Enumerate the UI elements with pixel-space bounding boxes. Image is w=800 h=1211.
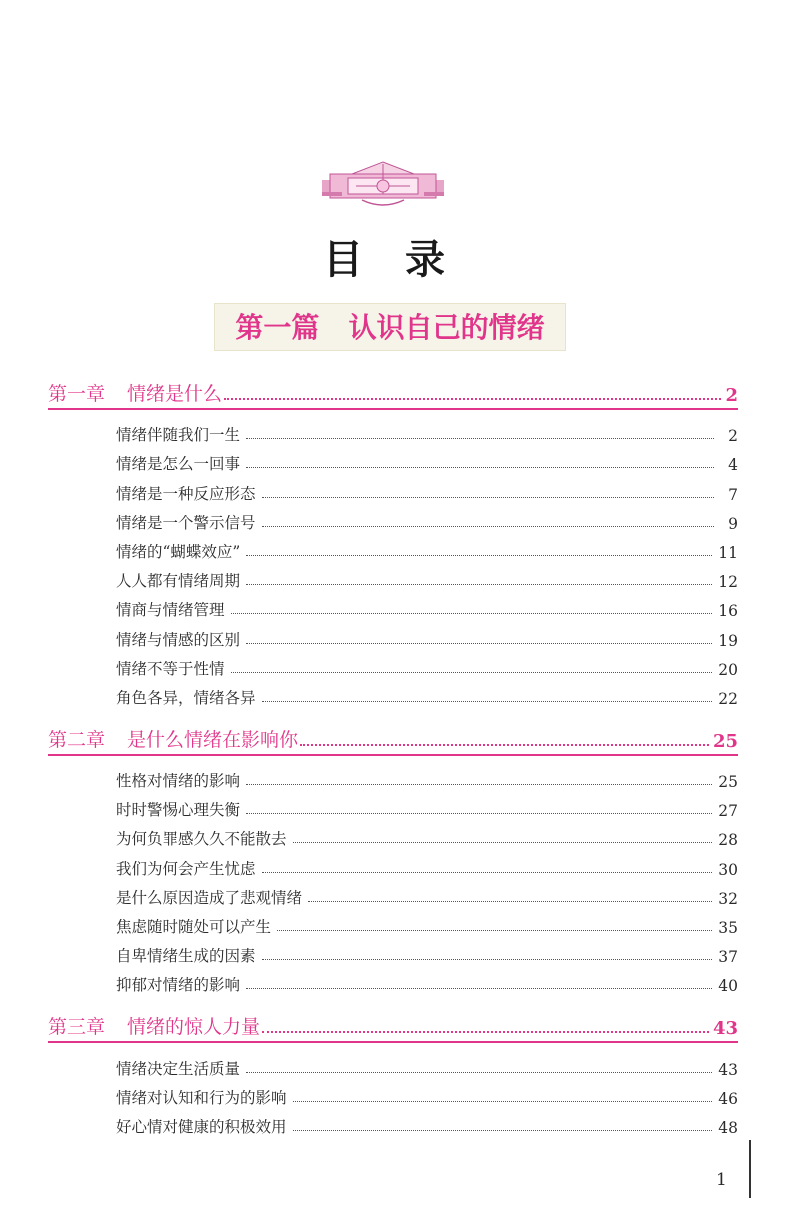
section-page-number: 30 xyxy=(718,860,738,879)
footer-divider xyxy=(749,1140,751,1198)
section-page-number: 40 xyxy=(718,977,738,996)
section-entry[interactable] xyxy=(48,504,738,533)
part-title xyxy=(214,306,566,346)
section-entry[interactable] xyxy=(48,1108,738,1137)
section-entry[interactable] xyxy=(48,650,738,679)
chapter-block xyxy=(48,372,738,708)
section-entry[interactable] xyxy=(48,879,738,908)
section-title: 性格对情绪的影响 xyxy=(116,772,241,791)
section-title: 情绪伴随我们一生 xyxy=(116,426,241,445)
section-entry[interactable] xyxy=(48,762,738,791)
table-of-contents xyxy=(48,372,738,1147)
dot-leader xyxy=(262,1031,709,1033)
section-title: 情绪与情感的区别 xyxy=(116,630,241,649)
chapter-page-number: 25 xyxy=(712,730,738,752)
dot-leader xyxy=(224,398,721,400)
section-entry[interactable] xyxy=(48,966,738,995)
section-title: 抑郁对情绪的影响 xyxy=(116,976,241,995)
section-page-number: 37 xyxy=(718,948,738,967)
chapter-page-number: 43 xyxy=(712,1018,738,1040)
part-name: 认识自己的情绪 xyxy=(348,311,545,344)
section-entry[interactable] xyxy=(48,562,738,591)
chapter-entry[interactable] xyxy=(48,1005,738,1039)
section-entry[interactable] xyxy=(48,1049,738,1078)
section-entry[interactable] xyxy=(48,416,738,445)
section-entry[interactable] xyxy=(48,791,738,820)
section-page-number: 27 xyxy=(718,802,738,821)
section-page-number: 22 xyxy=(718,689,738,708)
section-title: 是什么原因造成了悲观情绪 xyxy=(116,888,303,907)
section-page-number: 2 xyxy=(728,427,738,446)
section-page-number: 43 xyxy=(718,1060,738,1079)
section-entry[interactable] xyxy=(48,820,738,849)
section-page-number: 9 xyxy=(728,514,738,533)
chapter-label: 第三章 xyxy=(48,1016,106,1039)
footer-page-number: 1 xyxy=(716,1170,727,1190)
section-page-number: 16 xyxy=(718,602,738,621)
dot-leader xyxy=(262,497,714,498)
section-entry[interactable] xyxy=(48,474,738,503)
chapter-label: 第一章 xyxy=(48,383,106,405)
chapter-page-number: 2 xyxy=(725,385,738,406)
dot-leader xyxy=(246,1072,712,1073)
dot-leader xyxy=(246,584,712,585)
section-page-number: 19 xyxy=(718,631,738,650)
dot-leader xyxy=(293,1130,713,1131)
section-entry[interactable] xyxy=(48,591,738,620)
page-title: 目 录 xyxy=(323,237,459,283)
section-title: 情绪决定生活质量 xyxy=(116,1059,241,1078)
section-entry[interactable] xyxy=(48,849,738,878)
section-entry[interactable] xyxy=(48,908,738,937)
section-title: 情绪是一个警示信号 xyxy=(116,513,256,532)
part-label: 第一篇 xyxy=(235,311,320,344)
section-page-number: 20 xyxy=(718,660,738,679)
section-title: 焦虑随时随处可以产生 xyxy=(116,918,272,936)
decorative-emblem-icon xyxy=(322,160,444,212)
dot-leader xyxy=(246,988,712,989)
section-page-number: 28 xyxy=(718,831,738,850)
section-title: 我们为何会产生忧虑 xyxy=(116,859,256,878)
chapter-block xyxy=(48,1005,738,1137)
section-entry[interactable] xyxy=(48,445,738,474)
section-entry[interactable] xyxy=(48,1079,738,1108)
section-title: 情绪的“蝴蝶效应” xyxy=(116,542,241,561)
section-page-number: 12 xyxy=(718,573,738,592)
dot-leader xyxy=(262,959,713,960)
chapter-rule xyxy=(48,408,738,410)
section-title: 情绪不等于性情 xyxy=(116,659,225,678)
dot-leader xyxy=(262,526,714,527)
dot-leader xyxy=(293,1101,713,1102)
section-page-number: 25 xyxy=(718,773,738,792)
chapter-rule xyxy=(48,754,738,756)
chapter-title: 是什么情绪在影响你 xyxy=(127,728,299,751)
section-entry[interactable] xyxy=(48,679,738,708)
section-title: 情商与情绪管理 xyxy=(116,601,225,620)
section-title: 角色各异，情绪各异 xyxy=(116,688,256,707)
section-page-number: 11 xyxy=(718,543,738,562)
section-entry[interactable] xyxy=(48,620,738,649)
chapter-title: 情绪是什么 xyxy=(127,383,223,405)
dot-leader xyxy=(246,467,714,468)
dot-leader xyxy=(277,930,712,931)
dot-leader xyxy=(308,901,712,902)
dot-leader xyxy=(262,701,713,702)
section-entry[interactable] xyxy=(48,937,738,966)
dot-leader xyxy=(300,744,709,746)
section-page-number: 48 xyxy=(718,1118,738,1137)
dot-leader xyxy=(246,555,712,556)
chapter-title: 情绪的惊人力量 xyxy=(127,1016,261,1039)
section-entry[interactable] xyxy=(48,533,738,562)
dot-leader xyxy=(231,672,713,673)
dot-leader xyxy=(246,643,712,644)
chapter-entry[interactable] xyxy=(48,372,738,406)
dot-leader xyxy=(246,784,712,785)
section-title: 好心情对健康的积极效用 xyxy=(116,1117,287,1136)
section-page-number: 46 xyxy=(718,1089,738,1108)
dot-leader xyxy=(246,438,714,439)
section-page-number: 35 xyxy=(718,919,738,937)
section-title: 自卑情绪生成的因素 xyxy=(116,947,256,966)
section-title: 人人都有情绪周期 xyxy=(116,572,241,591)
dot-leader xyxy=(293,842,713,843)
section-page-number: 4 xyxy=(728,456,738,475)
section-title: 情绪对认知和行为的影响 xyxy=(116,1088,287,1107)
chapter-block xyxy=(48,718,738,996)
dot-leader xyxy=(262,872,713,873)
section-title: 为何负罪感久久不能散去 xyxy=(116,830,287,849)
section-page-number: 32 xyxy=(718,889,738,908)
dot-leader xyxy=(246,813,712,814)
section-title: 情绪是一种反应形态 xyxy=(116,484,256,503)
chapter-entry[interactable] xyxy=(48,718,738,752)
chapter-rule xyxy=(48,1041,738,1043)
section-page-number: 7 xyxy=(728,485,738,504)
chapter-label: 第二章 xyxy=(48,728,106,751)
dot-leader xyxy=(231,613,713,614)
section-title: 情绪是怎么一回事 xyxy=(116,455,241,474)
section-title: 时时警惕心理失衡 xyxy=(116,801,241,820)
